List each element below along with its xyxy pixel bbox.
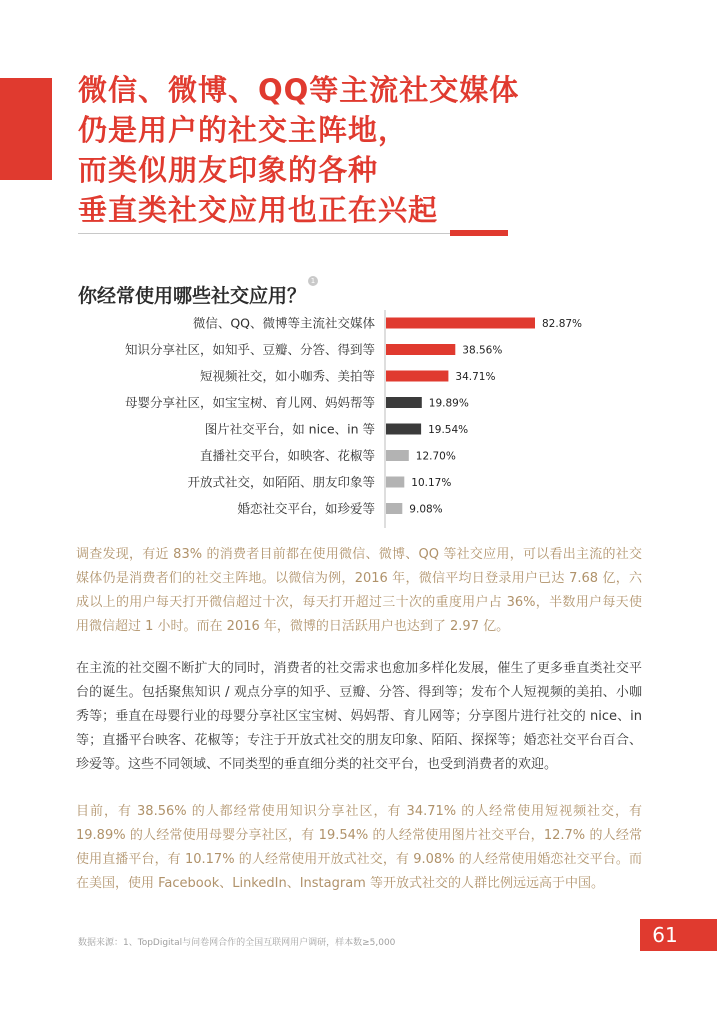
divider-accent bbox=[450, 230, 508, 236]
bar bbox=[386, 371, 448, 382]
category-label: 开放式社交，如陌陌、朋友印象等 bbox=[187, 474, 375, 490]
bar bbox=[386, 318, 535, 329]
value-label: 38.56% bbox=[462, 344, 503, 357]
value-label: 34.71% bbox=[455, 371, 496, 383]
category-label: 母婴分享社区，如宝宝树、育儿网、妈妈帮等 bbox=[124, 395, 375, 410]
bar bbox=[386, 344, 455, 355]
category-label: 图片社交平台，如 nice、in 等 bbox=[204, 421, 375, 437]
page-number-box bbox=[640, 919, 717, 951]
category-label: 知识分享社区，如知乎、豆瓣、分答、得到等 bbox=[124, 342, 375, 357]
headline-line: 而类似朋友印象的各种 bbox=[78, 153, 379, 187]
accent-block bbox=[0, 78, 52, 180]
value-label: 12.70% bbox=[415, 450, 456, 463]
bar bbox=[386, 424, 421, 435]
chart-title: 你经常使用哪些社交应用？ bbox=[78, 285, 307, 307]
headline bbox=[78, 70, 598, 230]
value-label: 19.89% bbox=[428, 397, 469, 410]
bar-chart bbox=[0, 300, 717, 532]
value-label: 9.08% bbox=[409, 503, 443, 516]
bar bbox=[386, 503, 402, 514]
bar bbox=[386, 450, 409, 461]
bar bbox=[386, 397, 422, 408]
category-label: 直播社交平台，如映客、花椒等 bbox=[199, 448, 375, 463]
data-source-note: 数据来源：1、TopDigital与问卷网合作的全国互联网用户调研，样本数≥5,000 bbox=[78, 938, 396, 948]
category-label: 婚恋社交平台，如珍爱等 bbox=[237, 501, 375, 516]
headline-line: 垂直类社交应用也正在兴起 bbox=[78, 193, 439, 227]
headline-line: 微信、微博、QQ等主流社交媒体 bbox=[78, 73, 520, 107]
headline-line: 仍是用户的社交主阵地， bbox=[78, 113, 409, 147]
category-label: 短视频社交，如小咖秀、美拍等 bbox=[199, 368, 375, 384]
bar bbox=[386, 477, 404, 488]
footnote-marker: 1 bbox=[308, 276, 318, 286]
category-label: 微信、QQ、微博等主流社交媒体 bbox=[192, 315, 375, 331]
paragraph-survey: 调查发现，有近 83% 的消费者目前都在使用微信、微博、QQ 等社交应用，可以看出主流的社交媒体仍是消费者们的社交主阵地。以微信为例，2016 年，微信平均日登录用户已达 7.68 亿，六成以上的用户每天打开微信超过十次，每天打开超过三十次的重度用户占 36%，半数用户每天使用微信超过 1 小时。而在 2016 年，微博的日活跃用户也达到了 2.97 亿。 bbox=[76, 547, 642, 634]
value-label: 10.17% bbox=[411, 477, 452, 489]
page-number: 61 bbox=[652, 923, 678, 947]
value-label: 19.54% bbox=[428, 424, 469, 436]
paragraph-vertical: 在主流的社交圈不断扩大的同时，消费者的社交需求也愈加多样化发展，催生了更多垂直类社交平台的诞生。包括聚焦知识 / 观点分享的知乎、豆瓣、分答、得到等；发布个人短视频的美拍、小咖秀等；垂直在母婴行业的母婴分享社区宝宝树、妈妈帮、育儿网等；分享图片进行社交的 nice、in 等；直播平台映客、花椒等；专注于开放式社交的朋友印象、陌陌、探探等；婚恋社交平台百合、珍爱等。这些不同领域、不同类型的垂直细分类的社交平台，也受到消费者的欢迎。 bbox=[76, 661, 642, 772]
value-label: 82.87% bbox=[542, 318, 583, 330]
paragraph-stats: 目前，有 38.56% 的人都经常使用知识分享社区，有 34.71% 的人经常使用短视频社交，有 19.89% 的人经常使用母婴分享社区，有 19.54% 的人经常使用图片社交平台，12.7% 的人经常使用直播平台，有 10.17% 的人经常使用开放式社交，有 9.08% 的人经常使用婚恋社交平台。而在美国，使用 Facebook、LinkedIn、Instagram 等开放式社交的人群比例远远高于中国。 bbox=[76, 804, 642, 891]
divider-line bbox=[78, 233, 450, 234]
